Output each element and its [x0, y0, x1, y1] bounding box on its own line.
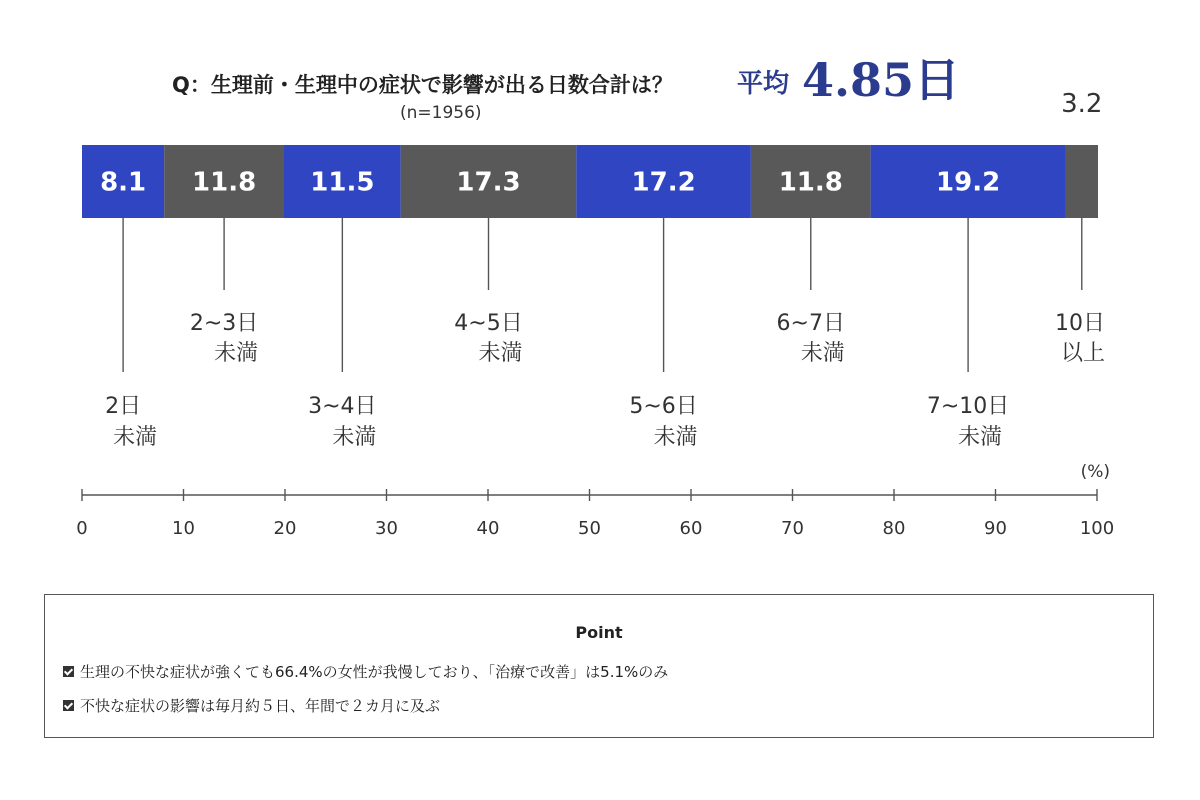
category-label: 2~3日 [189, 311, 259, 336]
unit-label: (%) [1080, 462, 1110, 482]
category-label: 5~6日 [629, 394, 698, 419]
x-tick-label: 30 [375, 518, 398, 539]
category-label-line2: 未満 [113, 425, 158, 450]
category-label: 3~4日 [308, 394, 377, 419]
category-label: 7~10日 [926, 394, 1010, 419]
point-item-text: 生理の不快な症状が強くても66.4%の女性が我慢しており、「治療で改善」は5.1%のみ [80, 663, 669, 681]
x-tick-label: 50 [578, 518, 601, 539]
x-tick-label: 90 [984, 518, 1007, 539]
category-label-line2: 未満 [478, 341, 523, 366]
bars-layer [82, 89, 1105, 450]
x-tick-label: 60 [679, 518, 703, 539]
bar-segment [1066, 145, 1098, 218]
category-label: 10日 [1055, 311, 1105, 336]
bar-value-label: 11.8 [192, 167, 257, 198]
x-tick-label: 20 [273, 518, 297, 539]
average-value: 4.85日 [802, 53, 961, 107]
x-tick-label: 40 [476, 518, 500, 539]
category-label-line2: 未満 [653, 425, 698, 450]
checkbox-icon [63, 666, 74, 677]
category-label: 4~5日 [454, 311, 523, 336]
average-label: 平均 [737, 69, 790, 99]
category-label-line2: 未満 [332, 425, 377, 450]
category-label-line2: 以上 [1060, 341, 1105, 366]
x-tick-label: 100 [1079, 518, 1115, 539]
category-label: 6~7日 [776, 311, 845, 336]
point-item [63, 661, 668, 682]
point-item [63, 695, 440, 716]
x-tick-label: 0 [76, 518, 88, 539]
bar-value-label: 19.2 [936, 167, 1001, 198]
bar-value-label: 11.8 [778, 167, 843, 198]
bar-value-label: 17.3 [456, 167, 521, 198]
point-box [44, 594, 1154, 738]
x-tick-label: 80 [882, 518, 906, 539]
sample-size: (n=1956) [400, 103, 482, 123]
x-tick-label: 70 [781, 518, 804, 539]
bar-value-label: 8.1 [100, 167, 147, 198]
category-label-line2: 未満 [800, 341, 845, 366]
x-axis [76, 462, 1114, 539]
bar-value-label: 3.2 [1061, 89, 1103, 119]
question-title: Q：生理前・生理中の症状で影響が出る日数合計は？ [172, 73, 673, 97]
point-item-text: 不快な症状の影響は毎月約５日、年間で２カ月に及ぶ [80, 697, 441, 715]
point-title: Point [575, 623, 623, 642]
bar-value-label: 17.2 [631, 167, 696, 198]
category-label: 2日 [105, 394, 142, 419]
bar-value-label: 11.5 [310, 167, 375, 198]
category-label-line2: 未満 [214, 341, 259, 366]
x-tick-label: 10 [172, 518, 195, 539]
checkbox-icon [63, 700, 74, 711]
category-label-line2: 未満 [958, 425, 1003, 450]
